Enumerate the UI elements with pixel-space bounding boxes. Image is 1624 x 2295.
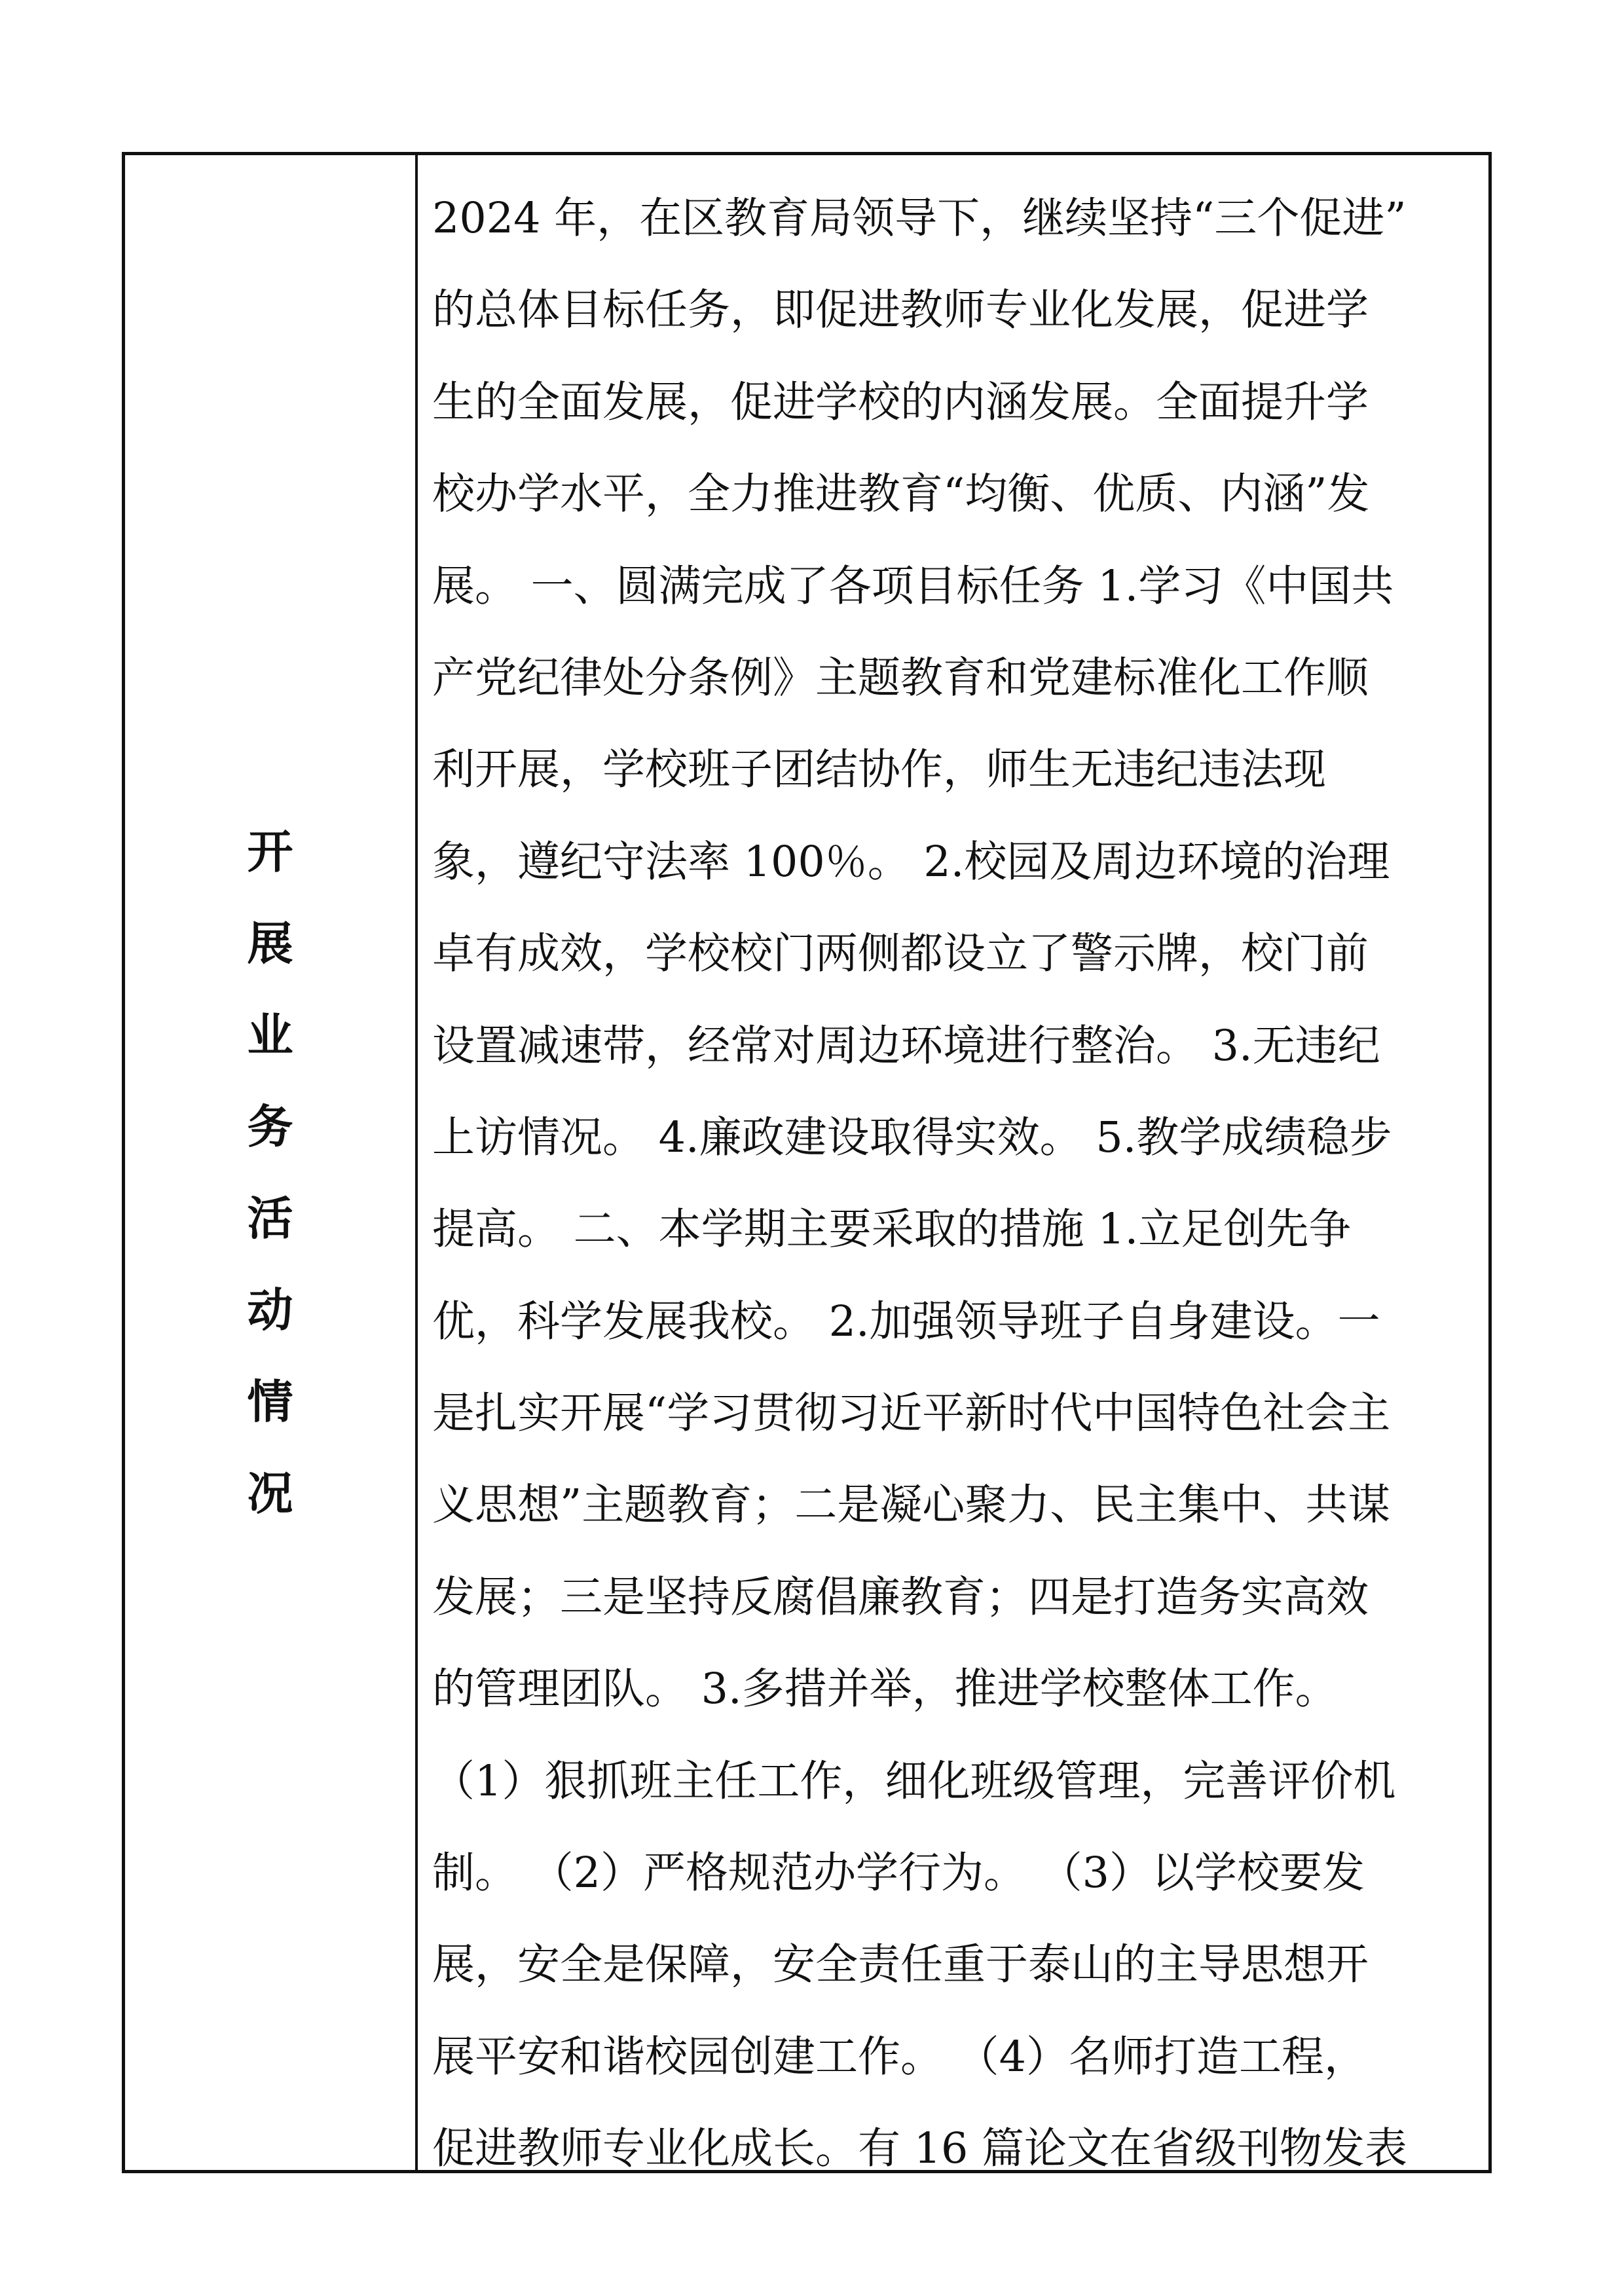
- text-line: 义思想”主题教育；二是凝心聚力、民主集中、共谋: [432, 1480, 1391, 1530]
- text-line: 优，科学发展我校。 2.加强领导班子自身建设。一: [432, 1296, 1380, 1346]
- text-line: 产党纪律处分条例》主题教育和党建标准化工作顺: [432, 653, 1369, 703]
- text-line: 的总体目标任务，即促进教师专业化发展，促进学: [432, 285, 1369, 335]
- text-line: 发展；三是坚持反腐倡廉教育；四是打造务实高效: [432, 1572, 1369, 1622]
- text-line: 上访情况。 4.廉政建设取得实效。 5.教学成绩稳步: [432, 1112, 1392, 1162]
- text-line: 制。 （2）严格规范办学行为。 （3）以学校要发: [432, 1848, 1365, 1898]
- text-line: 促进教师专业化成长。有 16 篇论文在省级刊物发表: [432, 2124, 1408, 2174]
- text-line: 2024 年，在区教育局领导下，继续坚持“三个促进”: [432, 194, 1407, 243]
- text-line: 的管理团队。 3.多措并举，推进学校整体工作。: [432, 1664, 1338, 1714]
- label-char: 业: [247, 1007, 293, 1062]
- text-line: 生的全面发展，促进学校的内涵发展。全面提升学: [432, 377, 1369, 427]
- label-char: 情: [247, 1374, 293, 1429]
- text-line: 展，安全是保障，安全责任重于泰山的主导思想开: [432, 1940, 1369, 1990]
- label-char: 务: [247, 1099, 293, 1154]
- row-label-cell: [125, 155, 415, 2170]
- text-line: 是扎实开展“学习贯彻习近平新时代中国特色社会主: [432, 1389, 1391, 1439]
- text-line: 卓有成效，学校校门两侧都设立了警示牌，校门前: [432, 929, 1369, 979]
- text-line: （1）狠抓班主任工作，细化班级管理，完善评价机: [432, 1756, 1396, 1806]
- text-line: 提高。 二、本学期主要采取的措施 1.立足创先争: [432, 1205, 1352, 1255]
- label-char: 展: [247, 915, 293, 970]
- text-line: 校办学水平，全力推进教育“均衡、优质、内涵”发: [432, 469, 1370, 519]
- text-line: 利开展，学校班子团结协作，师生无违纪违法现: [432, 745, 1327, 795]
- content-cell: [432, 173, 1480, 2195]
- label-char: 活: [247, 1190, 293, 1245]
- column-divider: [415, 152, 418, 2173]
- label-char: 动: [247, 1282, 293, 1337]
- text-line: 设置减速带，经常对周边环境进行整治。 3.无违纪: [432, 1021, 1380, 1071]
- text-line: 展平安和谐校园创建工作。 （4）名师打造工程，: [432, 2032, 1367, 2082]
- text-line: 展。 一、圆满完成了各项目标任务 1.学习《中国共: [432, 561, 1394, 611]
- text-line: 象，遵纪守法率 100％。 2.校园及周边环境的治理: [432, 837, 1390, 887]
- row-label: [248, 806, 293, 1539]
- label-char: 开: [247, 824, 293, 879]
- label-char: 况: [247, 1465, 293, 1520]
